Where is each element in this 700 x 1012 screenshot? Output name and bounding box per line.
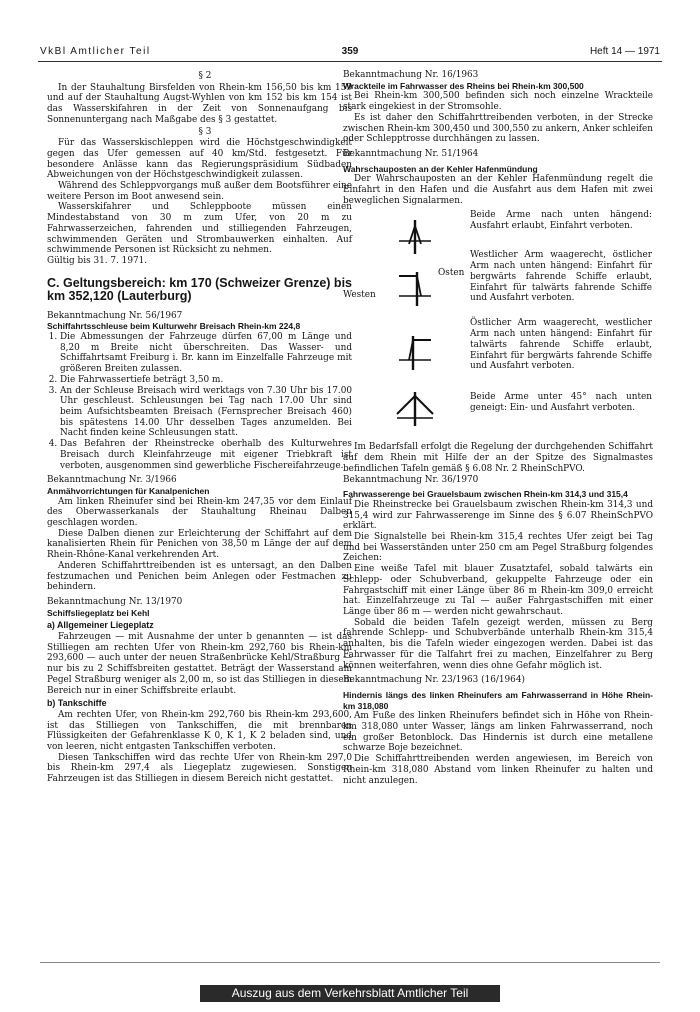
para-2-text: In der Stauhaltung Birsfelden von Rhein-km 156,50 bis km 159 und auf der Stauhaltung Augst-Wyhlen von km 152 bis km 154 ist das Wasserskifahren in der Zeit von Sonnenaufgang bis Sonnenuntergang nach Maßgabe des § 3 gestattet. xyxy=(47,82,352,125)
notice-13-title: Schiffsliegeplatz bei Kehl xyxy=(47,607,150,618)
signal-both-down-icon xyxy=(395,216,435,256)
label-osten: Osten xyxy=(438,268,465,279)
notice-51-tail: Im Bedarfsfall erfolgt die Regelung der durchgehenden Schiffahrt auf dem Rhein mit Hilfe der an der Spitze des Signalmastes befindlichen Tafeln gemäß § 6.08 Nr. 2 RheinSchPVO. xyxy=(343,442,653,474)
notice-13-sub-a xyxy=(47,620,352,632)
notice-56-list xyxy=(47,332,352,471)
sub-b-heading: b) Tankschiffe xyxy=(47,698,107,709)
para-3-text-c: Wasserskifahrer und Schleppboote müssen einen Mindestabstand von 30 m zum Ufer, von 20 m zu Fahrwasserzeichen, fahrenden und stilliegenden Fahrzeugen, schwimmenden Geräten und Strombauwerken einhalten. Auf schwimmende Personen ist Rücksicht zu nehmen. xyxy=(47,202,352,256)
list-item: 1. Die Abmessungen der Fahrzeuge dürfen 67,00 m Länge und 8,20 m Breite nicht überschreiten. Das Wasser- und Schiffahrtsamt Freiburg i. Br. kann im Einzelfalle Fahrzeuge mit größeren Breiten zulassen. xyxy=(60,332,352,375)
notice-13-text-b1: Am rechten Ufer, von Rhein-km 292,760 bis Rhein-km 293,600, ist das Stilliegen von Tankschiffen, die mit brennbaren Flüssigkeiten der Gefahrenklasse K 0, K 1, K 2 beladen sind, und von leeren, nicht entgasten Tankschiffen verboten. xyxy=(47,709,352,753)
notice-13-text-b2: Diesen Tankschiffen wird das rechte Ufer von Rhein-km 297,0 bis Rhein-km 297,4 als Liegeplatz zugewiesen. Sonstigen Fahrzeugen ist das Stilliegen in diesem Bereich nicht gestattet. xyxy=(47,752,352,785)
notice-3-title: Anmähvorrichtungen für Kanalpenichen xyxy=(47,485,210,496)
notice-13-sub-b xyxy=(47,698,352,710)
list-item: 3. An der Schleuse Breisach wird werktags von 7.30 Uhr bis 17.00 Uhr geschleust. Schleusungen bei Tag nach 17.00 Uhr sind beim Aufsichtsbeamten Breisach (Fernsprecher Breisach 460) bis spätestens 14.00 Uhr desselben Tages anzumelden. Bei Nacht finden keine Schleusungen statt. xyxy=(60,386,352,440)
footer-rule xyxy=(40,962,660,963)
header-rule xyxy=(38,61,662,62)
notice-16-text-b: Es ist daher den Schiffahrttreibenden verboten, in der Strecke zwischen Rhein-km 300,450 und 300,550 zu ankern, Anker schleifen oder Schlepptrosse durchhängen zu lassen. xyxy=(343,112,653,145)
signal-4-text: Beide Arme unter 45° nach unten geneigt: Ein- und Ausfahrt verboten. xyxy=(470,392,652,414)
notice-51-title: Wahrschauposten an der Kehler Hafenmündung xyxy=(343,163,538,174)
notice-23-text-b: Die Schiffahrttreibenden werden angewiesen, im Bereich von Rhein-km 318,080 Abstand vom linken Rheinufer zu halten und nicht anzulegen. xyxy=(343,754,653,786)
signal-3-text: Östlicher Arm waagerecht, westlicher Arm nach unten hängend: Einfahrt für talwärts fahrende Schiffe erlaubt, Einfahrt für bergwärts fahrende Schiffe und Ausfahrt verboten. xyxy=(470,318,652,372)
notice-56-ref: Bekanntmachung Nr. 56/1967 xyxy=(47,310,183,321)
list-item: 4. Das Befahren der Rheinstrecke oberhalb des Kulturwehres Breisach durch Kleinfahrzeuge mit eigener Triebkraft ist verboten, ausgenommen sind gewerbliche Fischereifahrzeuge. xyxy=(60,439,352,471)
para-3-text-b: Während des Schleppvorgangs muß außer dem Bootsführer eine weitere Person im Boot anwesend sein. xyxy=(47,181,352,202)
page-number: 359 xyxy=(341,46,359,57)
para-2-heading: § 2 xyxy=(198,71,212,81)
left-column xyxy=(47,70,352,785)
running-header xyxy=(40,46,660,60)
notice-3-text-b: Diese Dalben dienen zur Erleichterung der Schiffahrt auf dem kanalisierten Rhein für Penichen von 38,50 m Länge der auf dem Rhein-Rhône-Kanal verkehrenden Art. xyxy=(47,528,352,561)
label-westen: Westen xyxy=(343,290,376,301)
signal-diagram xyxy=(343,210,653,440)
signal-east-horizontal-icon xyxy=(395,332,435,372)
notice-51-text: Der Wahrschauposten an der Kehler Hafenmündung regelt die Einfahrt in den Hafen und die Ausfahrt aus dem Hafen mit zwei beweglichen Signalarmen. xyxy=(343,174,653,206)
para-3-text-a: Für das Wasserskischleppen wird die Höchstgeschwindigkeit gegen das Ufer gemessen auf 40 km/Std. festgesetzt. Für besondere Anlässe kann das Regierungspräsidium Südbaden Abweichungen von der Höchstgeschwindigkeit zulassen. xyxy=(47,138,352,181)
notice-3-ref: Bekanntmachung Nr. 3/1966 xyxy=(47,475,177,486)
section-c-heading: C. Geltungsbereich: km 170 (Schweizer Grenze) bis km 352,120 (Lauterburg) xyxy=(47,275,352,303)
notice-23-ref: Bekanntmachung Nr. 23/1963 (16/1964) xyxy=(343,675,525,686)
notice-36-text-c: Eine weiße Tafel mit blauer Zusatztafel, sobald talwärts ein Schlepp- oder Schubverband, gekuppelte Fahrzeuge oder ein Fahrgastschiff mit einer Länge über 86 m Rhein-km 309,0 erreicht hat. Einzelfahrzeuge zu Tal — außer Fahrgastschiffen mit einer Länge über 86 m — werden nicht gewahrschaut. xyxy=(343,564,653,617)
para-3-heading: § 3 xyxy=(198,126,212,137)
list-item: 2. Die Fahrwassertiefe beträgt 3,50 m. xyxy=(60,375,352,386)
notice-56-title: Schiffahrtsschleuse beim Kulturwehr Breisach Rhein-km 224,8 xyxy=(47,321,301,332)
notice-36-text-b: Die Signalstelle bei Rhein-km 315,4 rechtes Ufer zeigt bei Tag und bei Wasserständen unter 250 cm am Pegel Straßburg folgendes Zeichen: xyxy=(343,532,653,564)
sub-a-heading: a) Allgemeiner Liegeplatz xyxy=(47,620,154,631)
signal-west-horizontal-icon xyxy=(395,268,435,308)
notice-36-title: Fahrwasserenge bei Grauelsbaum zwischen Rhein-km 314,3 und 315,4 xyxy=(343,489,628,500)
notice-36-text-a: Die Rheinstrecke bei Grauelsbaum zwischen Rhein-km 314,3 und 315,4 wird zur Fahrwasserenge im Sinne des § 6.07 RheinSchPVO erklärt. xyxy=(343,499,653,532)
notice-23-title: Hindernis längs des linken Rheinufers am Fahrwasserrand in Höhe Rhein-km 318,080 xyxy=(343,689,653,711)
signal-1-text: Beide Arme nach unten hängend: Ausfahrt erlaubt, Einfahrt verboten. xyxy=(470,210,652,232)
notice-51-ref: Bekanntmachung Nr. 51/1964 xyxy=(343,148,479,159)
notice-13-ref: Bekanntmachung Nr. 13/1970 xyxy=(47,596,183,607)
notice-13-text-a: Fahrzeugen — mit Ausnahme der unter b genannten — ist das Stilliegen am rechten Ufer von Rhein-km 292,760 bis Rhein-km 293,600 — auch unter der neuen Straßenbrücke Kehl/Straßburg — nur bis zu 2 Schiffsbreiten gestattet. Beträgt der Wasserstand am Pegel Straßburg weniger als 2,00 m, so ist das Stilliegen in diesem Bereich nur in einer Schiffsbreite erlaubt. xyxy=(47,632,352,696)
notice-16-text-a: Bei Rhein-km 300,500 befinden sich noch einzelne Wrackteile stark eingekiest in der Stromsohle. xyxy=(343,91,653,113)
notice-16-ref: Bekanntmachung Nr. 16/1963 xyxy=(343,70,479,80)
notice-16-title: Wrackteile im Fahrwasser des Rheins bei Rhein-km 300,500 xyxy=(343,80,584,91)
signal-both-45-icon xyxy=(391,388,439,428)
right-column xyxy=(343,70,653,786)
notice-23-text-a: Am Fuße des linken Rheinufers befindet sich in Höhe von Rhein-km 318,080 unter Wasser, längs am linken Fahrwasserrand, noch ein großer Betonblock. Das Hindernis ist durch eine metallene schwarze Boje bezeichnet. xyxy=(343,711,653,754)
validity-note: Gültig bis 31. 7. 1971. xyxy=(47,255,148,266)
journal-name: VkBl Amtlicher Teil xyxy=(40,46,151,57)
footer-banner: Auszug aus dem Verkehrsblatt Amtlicher Teil xyxy=(200,985,500,1002)
notice-36-ref: Bekanntmachung Nr. 36/1970 xyxy=(343,474,479,485)
signal-2-text: Westlicher Arm waagerecht, östlicher Arm nach unten hängend: Einfahrt für bergwärts fahrende Schiffe erlaubt, Einfahrt für talwärts fahrende Schiffe und Ausfahrt verboten. xyxy=(470,250,652,304)
notice-3-text-a: Am linken Rheinufer sind bei Rhein-km 247,35 vor dem Einlauf des Oberwasserkanals der Stauhaltung Rheinau Dalben geschlagen worden. xyxy=(47,496,352,529)
issue-label: Heft 14 — 1971 xyxy=(589,46,660,57)
notice-3-text-c: Anderen Schiffahrttreibenden ist es untersagt, an den Dalben festzumachen und Penichen beim Anlegen oder Festmachen zu behindern. xyxy=(47,560,352,593)
notice-36-text-d: Sobald die beiden Tafeln gezeigt werden, müssen zu Berg fahrende Schlepp- und Schubverbände unterhalb Rhein-km 315,4 anhalten, bis die Tafeln wieder eingezogen werden. Dabei ist das Fahrwasser für die Talfahrt frei zu machen, Einzelfahrer zu Berg können weiterfahren, wenn dies ohne Gefahr möglich ist. xyxy=(343,617,653,671)
